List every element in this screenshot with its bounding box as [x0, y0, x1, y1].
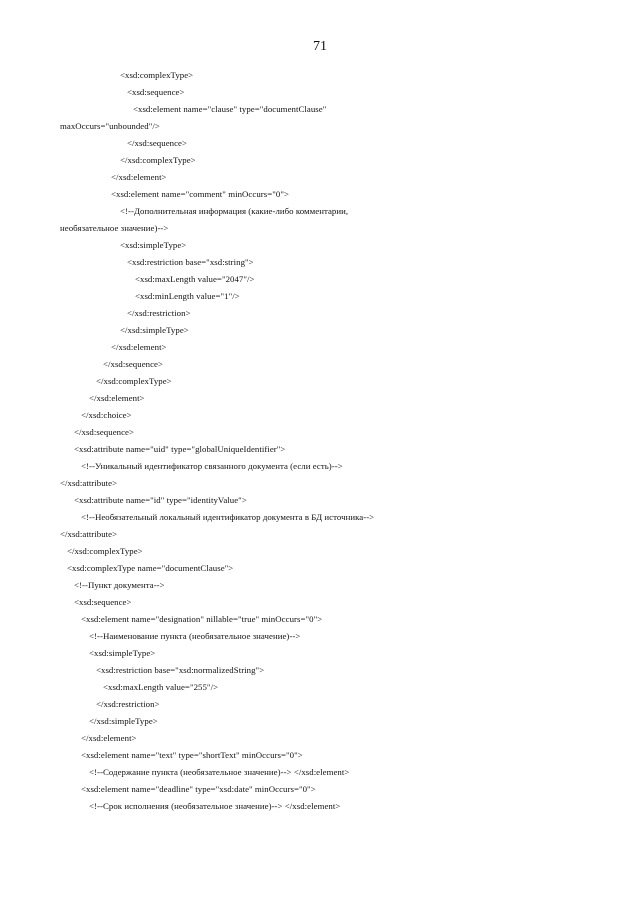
code-line: <xsd:simpleType> — [89, 648, 156, 658]
code-line: </xsd:sequence> — [127, 138, 188, 148]
code-line: </xsd:complexType> — [96, 376, 172, 386]
code-line: <xsd:simpleType> — [120, 240, 187, 250]
code-line: <xsd:element name="designation" nillable="true" minOccurs="0"> — [81, 614, 323, 624]
code-line: <xsd:element name="deadline" type="xsd:date" minOccurs="0"> — [81, 784, 316, 794]
code-line: <xsd:restriction base="xsd:string"> — [127, 257, 254, 267]
code-line: </xsd:sequence> — [74, 427, 135, 437]
code-line: <!--Необязательный локальный идентификатор документа в БД источника--> — [81, 512, 375, 522]
code-line: <!--Дополнительная информация (какие-либо комментарии, — [120, 206, 349, 216]
code-line: <xsd:element name="text" type="shortText" minOccurs="0"> — [81, 750, 303, 760]
code-line: необязательное значение)--> — [60, 223, 169, 233]
code-line: <!--Уникальный идентификатор связанного документа (если есть)--> — [81, 461, 343, 471]
code-line: </xsd:simpleType> — [89, 716, 158, 726]
code-line: </xsd:attribute> — [60, 529, 118, 539]
code-line: </xsd:complexType> — [120, 155, 196, 165]
code-line: <!--Срок исполнения (необязательное значение)--> </xsd:element> — [89, 801, 341, 811]
code-line: </xsd:choice> — [81, 410, 132, 420]
code-line: </xsd:element> — [81, 733, 137, 743]
code-line: <xsd:attribute name="id" type="identityValue"> — [74, 495, 247, 505]
code-line: </xsd:complexType> — [67, 546, 143, 556]
code-line: <xsd:minLength value="1"/> — [135, 291, 240, 301]
code-line: <xsd:restriction base="xsd:normalizedString"> — [96, 665, 265, 675]
page-number: 71 — [313, 39, 327, 54]
code-line: <xsd:element name="clause" type="documentClause" — [133, 104, 327, 114]
code-line: </xsd:restriction> — [127, 308, 191, 318]
code-line: <xsd:element name="comment" minOccurs="0"> — [111, 189, 289, 199]
xsd-code-block — [0, 67, 640, 815]
code-line: <!--Пункт документа--> — [74, 580, 165, 590]
code-line: </xsd:simpleType> — [120, 325, 189, 335]
code-line: <xsd:maxLength value="255"/> — [103, 682, 219, 692]
code-line: </xsd:element> — [89, 393, 145, 403]
code-line: <xsd:sequence> — [127, 87, 185, 97]
code-line: <xsd:complexType name="documentClause"> — [67, 563, 234, 573]
code-line: <xsd:sequence> — [74, 597, 132, 607]
code-line: </xsd:restriction> — [96, 699, 160, 709]
code-line: <xsd:complexType> — [120, 70, 194, 80]
code-line: <xsd:maxLength value="2047"/> — [135, 274, 255, 284]
code-line: </xsd:attribute> — [60, 478, 118, 488]
code-line: </xsd:sequence> — [103, 359, 164, 369]
code-line: </xsd:element> — [111, 172, 167, 182]
code-line: <!--Наименование пункта (необязательное значение)--> — [89, 631, 301, 641]
code-line: maxOccurs="unbounded"/> — [60, 121, 160, 131]
code-line: <xsd:attribute name="uid" type="globalUniqueIdentifier"> — [74, 444, 286, 454]
code-line: </xsd:element> — [111, 342, 167, 352]
code-line: <!--Содержание пункта (необязательное значение)--> </xsd:element> — [89, 767, 350, 777]
